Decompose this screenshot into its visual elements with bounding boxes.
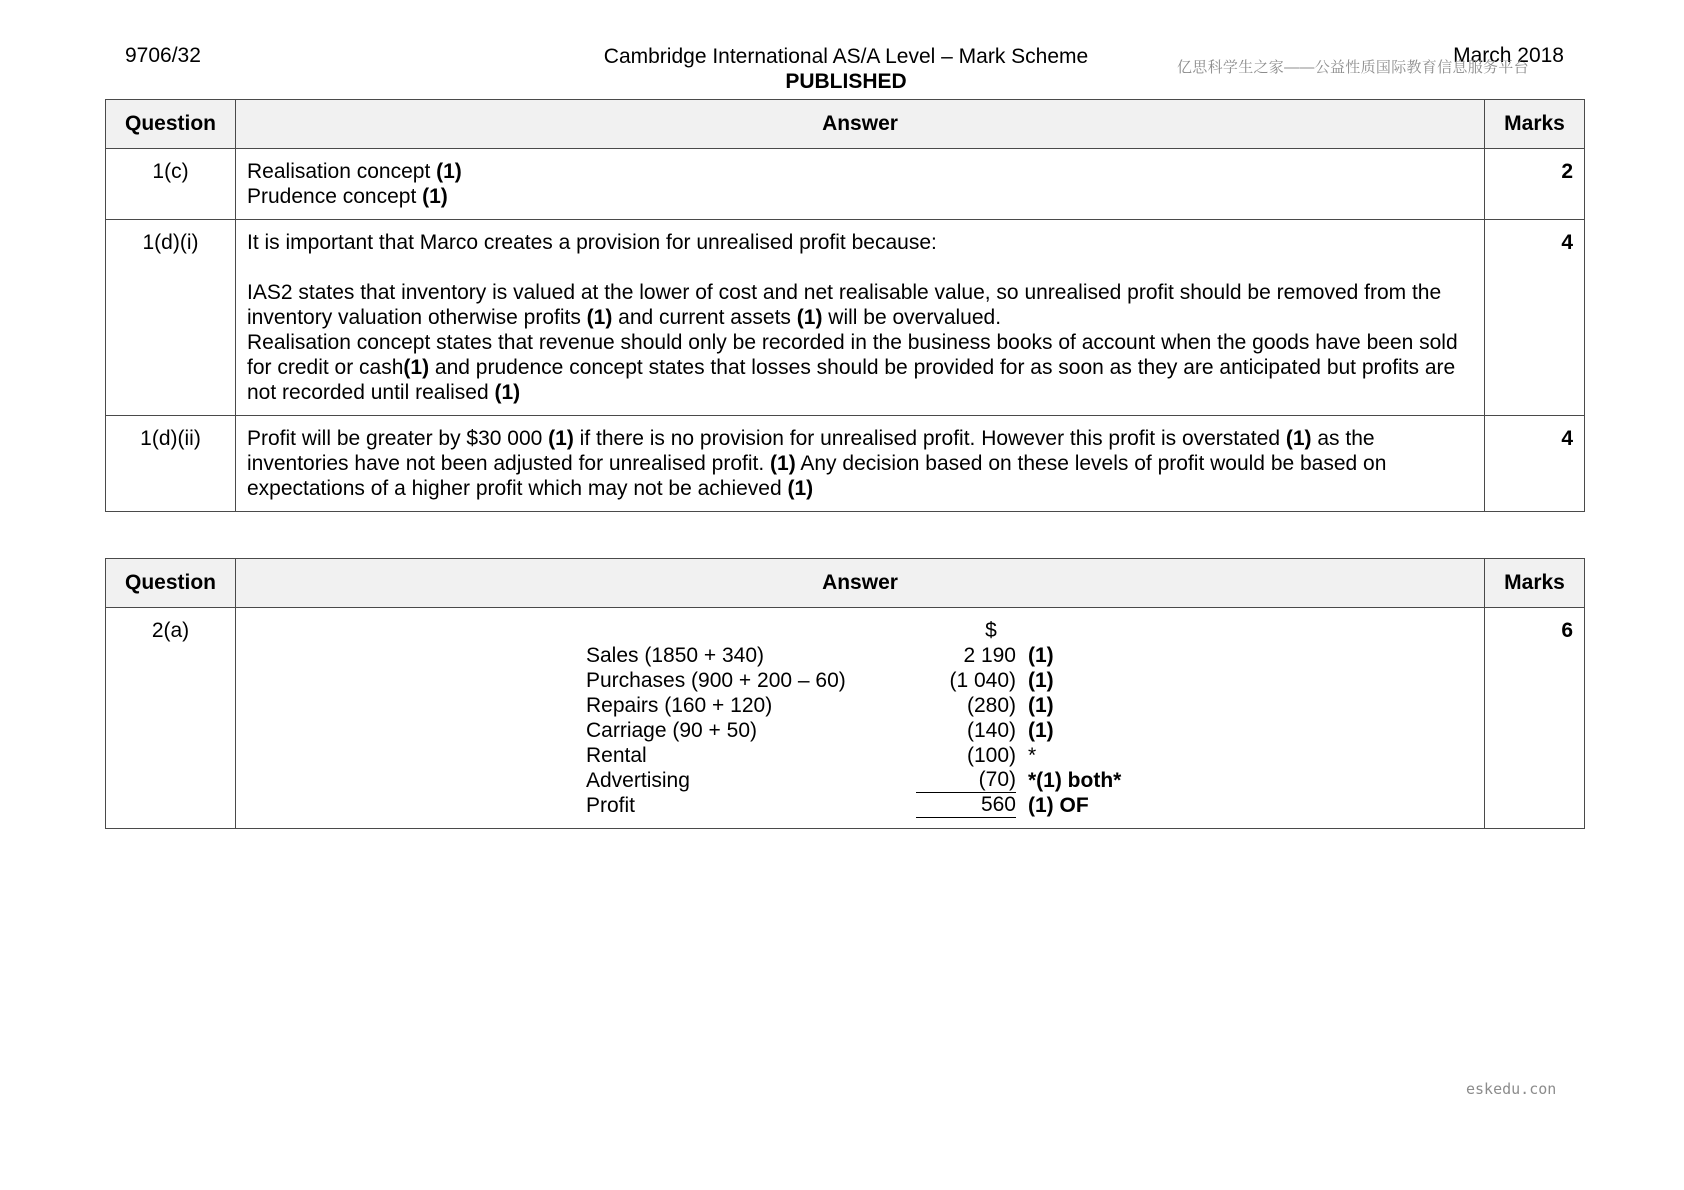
- answer-text: Realisation concept: [247, 160, 437, 183]
- item-mark: *(1) both*: [1028, 769, 1122, 792]
- calculation-row: [586, 743, 1473, 768]
- calculation-row: [586, 643, 1473, 668]
- item-amount: 560: [916, 793, 1016, 818]
- mark-annotation: (1): [548, 427, 574, 450]
- profit-calculation: [586, 618, 1473, 818]
- calculation-row: [586, 693, 1473, 718]
- mark-annotation: (1): [422, 185, 448, 208]
- question-number: 1(d)(i): [106, 220, 236, 416]
- table-row: [106, 149, 1585, 220]
- mark-annotation: (1): [770, 452, 796, 475]
- answer-cell: [236, 149, 1485, 220]
- table-row: [106, 220, 1585, 416]
- answer-paragraph: [247, 230, 1473, 255]
- column-header-answer: Answer: [236, 559, 1485, 608]
- answer-text: Any decision based on these levels of profit would be based on expectations of a higher profit which may not be achieved: [247, 452, 1387, 500]
- item-amount: (100): [966, 744, 1016, 767]
- mark-annotation: (1): [787, 477, 814, 500]
- item-label: Sales (1850 + 340): [586, 644, 765, 667]
- watermark-bottom: eskedu.con: [1466, 1080, 1557, 1098]
- mark-annotation: (1): [586, 306, 613, 329]
- item-label: Rental: [586, 744, 647, 767]
- answer-paragraph: [247, 426, 1473, 501]
- question-number: 1(d)(ii): [106, 416, 236, 512]
- watermark-top: 亿思科学生之家——公益性质国际教育信息服务平台: [1177, 59, 1529, 76]
- item-mark: *: [1028, 744, 1037, 767]
- answer-text: IAS2 states that inventory is valued at the lower of cost and net realisable value, so unrealised profit should be removed from the inventory valuation otherwise profits: [247, 281, 1442, 329]
- table-row: [106, 608, 1585, 829]
- answer-text: will be overvalued.: [822, 306, 1002, 329]
- mark-annotation: (1): [494, 381, 521, 404]
- table-row: [106, 416, 1585, 512]
- item-amount: (140): [966, 719, 1016, 742]
- paragraph-gap: [247, 255, 1473, 280]
- marks-value: 4: [1485, 220, 1585, 416]
- column-header-marks: Marks: [1485, 100, 1585, 149]
- answer-text: It is important that Marco creates a provision for unrealised profit because:: [247, 231, 937, 254]
- answer-text: and prudence concept states that losses should be provided for as soon as they are anticipated but profits are not recorded until realised: [247, 356, 1456, 404]
- column-header-question: Question: [106, 559, 236, 608]
- answer-paragraph: [247, 280, 1473, 330]
- item-label: Repairs (160 + 120): [586, 694, 773, 717]
- currency-row: [586, 618, 1473, 643]
- header-status: PUBLISHED: [785, 70, 907, 93]
- calculation-rows: [586, 643, 1473, 818]
- header-date: March 2018: [1453, 44, 1564, 67]
- question-number: 1(c): [106, 149, 236, 220]
- item-mark: (1): [1028, 694, 1054, 717]
- header-title: Cambridge International AS/A Level – Mark Scheme: [603, 45, 1089, 68]
- item-label: Carriage (90 + 50): [586, 719, 758, 742]
- answer-text: and current assets: [612, 306, 797, 329]
- answer-paragraph: [247, 330, 1473, 405]
- calculation-row: [586, 793, 1473, 818]
- answer-line: [247, 159, 1473, 184]
- answer-text: if there is no provision for unrealised profit. However this profit is overstated: [573, 427, 1286, 450]
- question-number: 2(a): [106, 608, 236, 829]
- column-header-answer: Answer: [236, 100, 1485, 149]
- item-mark: (1) OF: [1028, 794, 1089, 817]
- mark-annotation: (1): [436, 160, 462, 183]
- mark-scheme-table-1: [105, 99, 1585, 512]
- column-header-question: Question: [106, 100, 236, 149]
- marks-value: 6: [1485, 608, 1585, 829]
- answer-text: Realisation concept states that revenue should only be recorded in the business books of account when the goods have been sold for credit or cash: [247, 331, 1458, 379]
- answer-line: [247, 184, 1473, 209]
- answer-text: as the inventories have not been adjusted for unrealised profit.: [247, 427, 1375, 475]
- answer-text: Prudence concept: [247, 185, 423, 208]
- item-mark: (1): [1028, 719, 1054, 742]
- calculation-row: [586, 768, 1473, 793]
- column-header-marks: Marks: [1485, 559, 1585, 608]
- mark-annotation: (1): [403, 356, 430, 379]
- item-amount: (70): [916, 768, 1016, 793]
- mark-annotation: (1): [1285, 427, 1312, 450]
- calculation-row: [586, 718, 1473, 743]
- marks-value: 2: [1485, 149, 1585, 220]
- item-mark: (1): [1028, 669, 1054, 692]
- answer-cell: [236, 608, 1485, 829]
- item-amount: (1 040): [949, 669, 1016, 692]
- answer-cell: [236, 416, 1485, 512]
- mark-annotation: (1): [796, 306, 823, 329]
- currency-symbol: $: [985, 619, 997, 642]
- calculation-row: [586, 668, 1473, 693]
- marks-value: 4: [1485, 416, 1585, 512]
- mark-scheme-table-2: [105, 558, 1585, 829]
- item-mark: (1): [1028, 644, 1054, 667]
- item-amount: (280): [966, 694, 1016, 717]
- answer-text: Profit will be greater by $30 000: [247, 427, 549, 450]
- item-amount: 2 190: [963, 644, 1016, 667]
- item-label: Purchases (900 + 200 – 60): [586, 669, 846, 692]
- item-label: Profit: [586, 794, 636, 817]
- header-code: 9706/32: [125, 44, 201, 67]
- item-label: Advertising: [586, 769, 690, 792]
- answer-cell: [236, 220, 1485, 416]
